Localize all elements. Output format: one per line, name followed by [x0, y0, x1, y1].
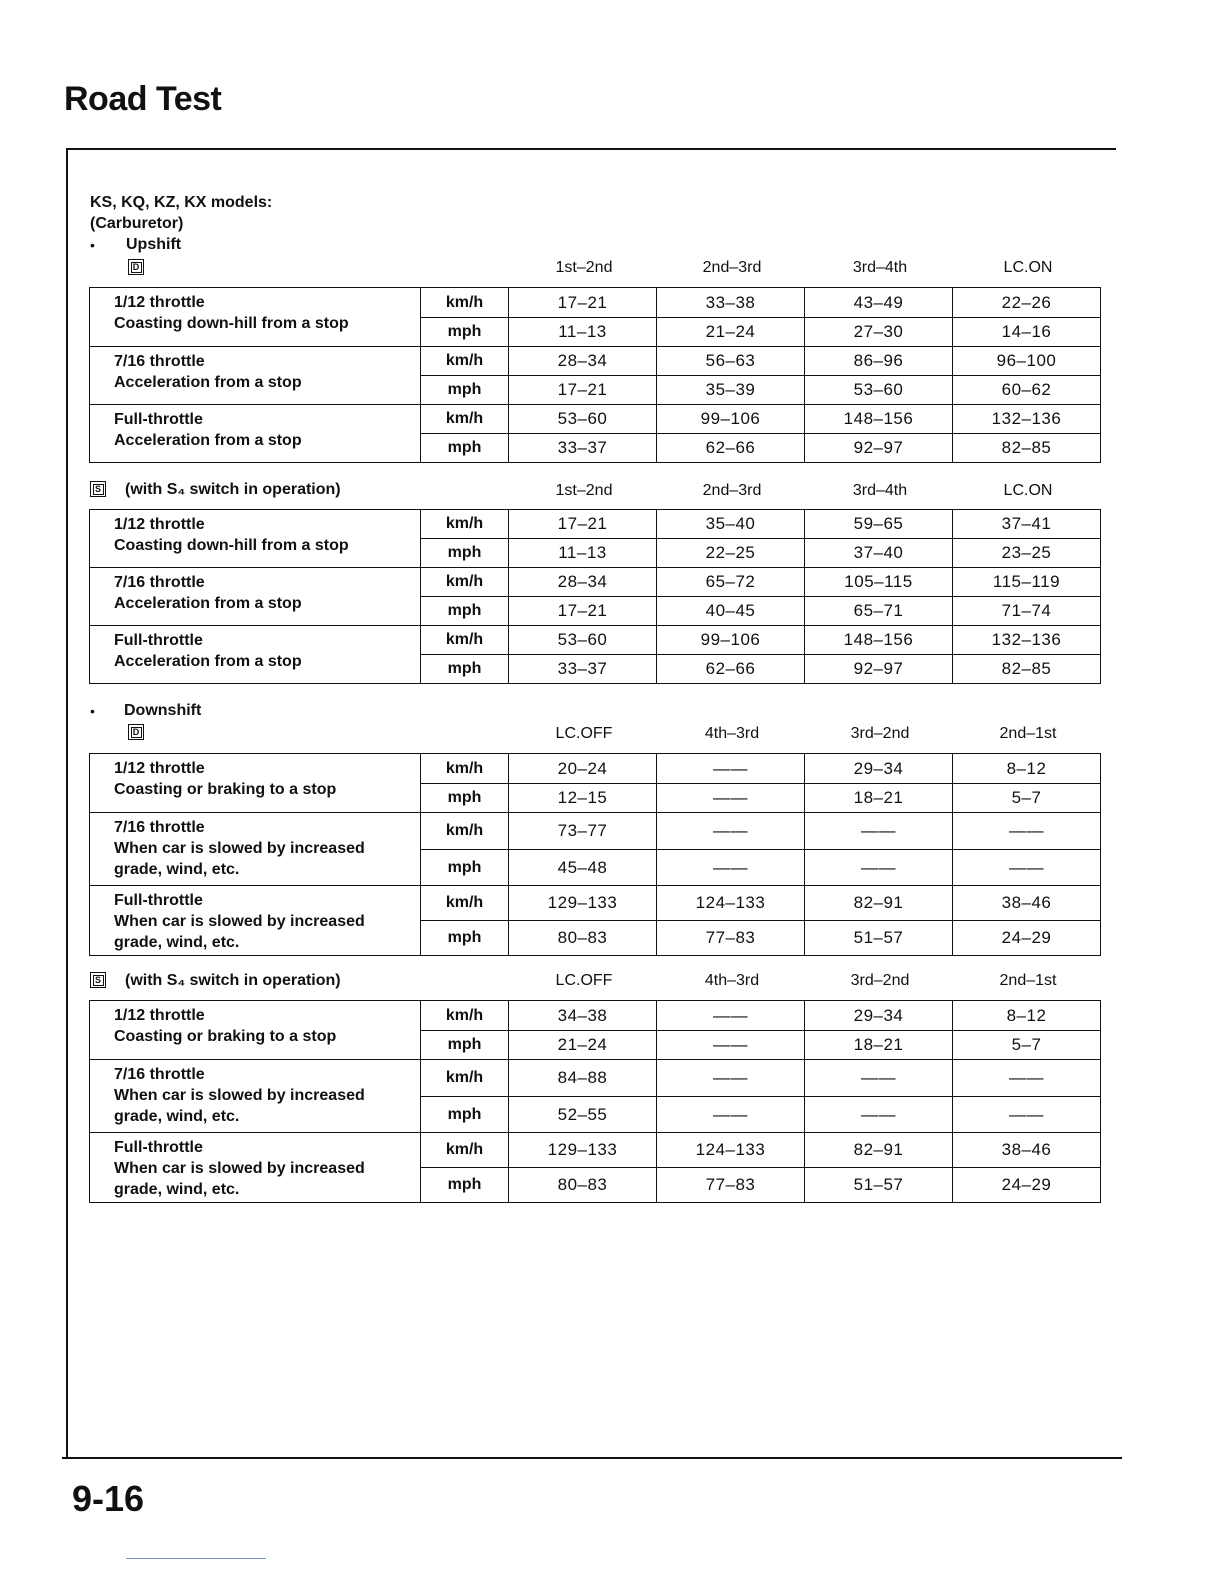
speed-value-cell: 148–156 — [805, 626, 953, 655]
speed-value-cell: 38–46 — [953, 1133, 1101, 1168]
condition-cell — [90, 347, 421, 405]
upshift-s-mode-letter: S — [93, 484, 104, 495]
condition-text: When car is slowed by increased — [114, 1087, 365, 1104]
upshift-s-mode-box — [90, 481, 106, 497]
speed-value-cell: 40–45 — [657, 597, 805, 626]
speed-value-cell: —— — [657, 1001, 805, 1031]
speed-value-cell: 8–12 — [953, 1001, 1101, 1031]
speed-value-cell: 22–26 — [953, 288, 1101, 318]
unit-cell: km/h — [421, 886, 509, 921]
footer-rule — [126, 1558, 266, 1559]
downshift-s-column-header: 2nd–1st — [999, 972, 1057, 989]
speed-value-cell: 84–88 — [509, 1060, 657, 1097]
speed-value-cell: 52–55 — [509, 1097, 657, 1133]
condition-text: 1/12 throttle — [114, 760, 205, 777]
speed-value-cell: 129–133 — [509, 886, 657, 921]
table-row — [90, 1133, 1101, 1168]
speed-value-cell: 35–39 — [657, 376, 805, 405]
speed-value-cell: 12–15 — [509, 784, 657, 813]
speed-value-cell: 96–100 — [953, 347, 1101, 376]
condition-text: 1/12 throttle — [114, 294, 205, 311]
speed-value-cell: 80–83 — [509, 1168, 657, 1203]
speed-value-cell: 24–29 — [953, 1168, 1101, 1203]
unit-cell: km/h — [421, 347, 509, 376]
unit-cell: km/h — [421, 754, 509, 784]
condition-cell — [90, 754, 421, 813]
page-number: 9-16 — [72, 1478, 145, 1519]
speed-value-cell: 62–66 — [657, 655, 805, 684]
condition-text: When car is slowed by increased — [114, 913, 365, 930]
speed-value-cell: 29–34 — [805, 754, 953, 784]
speed-value-cell: 65–71 — [805, 597, 953, 626]
upshift-s-table — [89, 509, 1101, 684]
unit-cell: mph — [421, 318, 509, 347]
table-row — [90, 1001, 1101, 1031]
unit-cell: mph — [421, 539, 509, 568]
condition-cell — [90, 1133, 421, 1203]
downshift-d-column-header: 2nd–1st — [999, 725, 1057, 742]
speed-value-cell: 115–119 — [953, 568, 1101, 597]
unit-cell: km/h — [421, 510, 509, 539]
condition-text: Acceleration from a stop — [114, 432, 302, 449]
speed-value-cell: 28–34 — [509, 568, 657, 597]
downshift-s-mode-label: (with S₄ switch in operation) — [125, 972, 341, 989]
unit-cell: mph — [421, 597, 509, 626]
table-row — [90, 510, 1101, 539]
upshift-d-column-header: 3rd–4th — [852, 259, 908, 276]
speed-value-cell: 62–66 — [657, 434, 805, 463]
condition-text: 7/16 throttle — [114, 1066, 205, 1083]
speed-value-cell: 22–25 — [657, 539, 805, 568]
condition-cell — [90, 288, 421, 347]
condition-text: 7/16 throttle — [114, 819, 205, 836]
condition-text: Full-throttle — [114, 632, 203, 649]
speed-value-cell: 18–21 — [805, 784, 953, 813]
condition-cell — [90, 626, 421, 684]
condition-text: 1/12 throttle — [114, 1007, 205, 1024]
speed-value-cell: 148–156 — [805, 405, 953, 434]
speed-value-cell: 28–34 — [509, 347, 657, 376]
condition-cell — [90, 405, 421, 463]
speed-value-cell: 37–41 — [953, 510, 1101, 539]
condition-text: Acceleration from a stop — [114, 374, 302, 391]
speed-value-cell: 34–38 — [509, 1001, 657, 1031]
upshift-heading: Upshift — [126, 236, 182, 253]
speed-value-cell: 53–60 — [509, 405, 657, 434]
condition-text: Acceleration from a stop — [114, 595, 302, 612]
upshift-s-column-header: LC.ON — [1003, 482, 1053, 499]
condition-text: Coasting or braking to a stop — [114, 1028, 337, 1045]
speed-value-cell: 53–60 — [805, 376, 953, 405]
speed-value-cell: 132–136 — [953, 626, 1101, 655]
speed-value-cell: —— — [805, 813, 953, 850]
unit-cell: mph — [421, 655, 509, 684]
speed-value-cell: 129–133 — [509, 1133, 657, 1168]
speed-value-cell: —— — [657, 850, 805, 886]
condition-text: When car is slowed by increased — [114, 840, 365, 857]
downshift-d-column-header: 4th–3rd — [704, 725, 760, 742]
speed-value-cell: 14–16 — [953, 318, 1101, 347]
speed-value-cell: 77–83 — [657, 1168, 805, 1203]
speed-value-cell: 43–49 — [805, 288, 953, 318]
fuel-type-heading: (Carburetor) — [90, 215, 184, 232]
condition-cell — [90, 568, 421, 626]
speed-value-cell: —— — [953, 813, 1101, 850]
speed-value-cell: 82–85 — [953, 655, 1101, 684]
unit-cell: km/h — [421, 288, 509, 318]
speed-value-cell: 21–24 — [657, 318, 805, 347]
condition-text: Full-throttle — [114, 411, 203, 428]
speed-value-cell: 21–24 — [509, 1031, 657, 1060]
speed-value-cell: 20–24 — [509, 754, 657, 784]
condition-cell — [90, 1001, 421, 1060]
downshift-heading: Downshift — [124, 702, 202, 719]
models-heading: KS, KQ, KZ, KX models: — [90, 194, 273, 211]
downshift-s-column-header: 4th–3rd — [704, 972, 760, 989]
speed-value-cell: 82–91 — [805, 886, 953, 921]
speed-value-cell: 65–72 — [657, 568, 805, 597]
upshift-d-mode-box — [128, 259, 144, 275]
unit-cell: mph — [421, 784, 509, 813]
table-row — [90, 405, 1101, 434]
unit-cell: km/h — [421, 568, 509, 597]
condition-text: 7/16 throttle — [114, 353, 205, 370]
speed-value-cell: —— — [805, 1060, 953, 1097]
speed-value-cell: 5–7 — [953, 784, 1101, 813]
condition-text: Coasting down-hill from a stop — [114, 537, 349, 554]
speed-value-cell: 27–30 — [805, 318, 953, 347]
frame-top-rule — [66, 148, 1116, 150]
unit-cell: km/h — [421, 626, 509, 655]
speed-value-cell: 51–57 — [805, 1168, 953, 1203]
unit-cell: mph — [421, 434, 509, 463]
unit-cell: mph — [421, 850, 509, 886]
speed-value-cell: 56–63 — [657, 347, 805, 376]
upshift-d-column-header: 1st–2nd — [555, 259, 613, 276]
frame-left-rule — [66, 148, 68, 1458]
page-title: Road Test — [64, 80, 222, 118]
unit-cell: km/h — [421, 1060, 509, 1097]
speed-value-cell: 82–85 — [953, 434, 1101, 463]
speed-value-cell: —— — [953, 1060, 1101, 1097]
speed-value-cell: 17–21 — [509, 510, 657, 539]
table-row — [90, 347, 1101, 376]
speed-value-cell: 82–91 — [805, 1133, 953, 1168]
upshift-s-column-header: 3rd–4th — [852, 482, 908, 499]
speed-value-cell: —— — [657, 1060, 805, 1097]
condition-text: grade, wind, etc. — [114, 934, 240, 951]
speed-value-cell: 23–25 — [953, 539, 1101, 568]
condition-text: Coasting or braking to a stop — [114, 781, 337, 798]
speed-value-cell: —— — [953, 850, 1101, 886]
condition-text: Full-throttle — [114, 1139, 203, 1156]
speed-value-cell: 11–13 — [509, 539, 657, 568]
speed-value-cell: 124–133 — [657, 886, 805, 921]
downshift-d-mode-letter: D — [131, 727, 142, 738]
upshift-s-column-header: 2nd–3rd — [702, 482, 762, 499]
speed-value-cell: 132–136 — [953, 405, 1101, 434]
unit-cell: km/h — [421, 813, 509, 850]
speed-value-cell: 60–62 — [953, 376, 1101, 405]
speed-value-cell: 45–48 — [509, 850, 657, 886]
unit-cell: mph — [421, 921, 509, 956]
upshift-d-table — [89, 287, 1101, 463]
downshift-s-table — [89, 1000, 1101, 1203]
speed-value-cell: 124–133 — [657, 1133, 805, 1168]
speed-value-cell: 17–21 — [509, 597, 657, 626]
speed-value-cell: 59–65 — [805, 510, 953, 539]
table-row — [90, 1060, 1101, 1097]
speed-value-cell: 77–83 — [657, 921, 805, 956]
upshift-s-mode-label: (with S₄ switch in operation) — [125, 481, 341, 498]
condition-text: 7/16 throttle — [114, 574, 205, 591]
downshift-d-mode-box — [128, 724, 144, 740]
speed-value-cell: 37–40 — [805, 539, 953, 568]
speed-value-cell: —— — [657, 784, 805, 813]
table-row — [90, 813, 1101, 850]
bullet-icon: • — [90, 237, 95, 253]
downshift-s-mode-letter: S — [93, 975, 104, 986]
speed-value-cell: —— — [805, 850, 953, 886]
speed-value-cell: 92–97 — [805, 655, 953, 684]
table-row — [90, 754, 1101, 784]
speed-value-cell: 33–38 — [657, 288, 805, 318]
table-row — [90, 886, 1101, 921]
condition-text: Acceleration from a stop — [114, 653, 302, 670]
downshift-d-column-header: 3rd–2nd — [850, 725, 910, 742]
bullet-icon: • — [90, 703, 95, 719]
condition-text: Full-throttle — [114, 892, 203, 909]
speed-value-cell: 38–46 — [953, 886, 1101, 921]
speed-value-cell: 53–60 — [509, 626, 657, 655]
unit-cell: mph — [421, 376, 509, 405]
frame-bottom-rule — [62, 1457, 1122, 1459]
speed-value-cell: 51–57 — [805, 921, 953, 956]
unit-cell: km/h — [421, 405, 509, 434]
condition-text: Coasting down-hill from a stop — [114, 315, 349, 332]
unit-cell: km/h — [421, 1133, 509, 1168]
speed-value-cell: 5–7 — [953, 1031, 1101, 1060]
upshift-d-column-header: LC.ON — [1003, 259, 1053, 276]
condition-text: 1/12 throttle — [114, 516, 205, 533]
condition-cell — [90, 1060, 421, 1133]
downshift-d-column-header: LC.OFF — [555, 725, 613, 742]
speed-value-cell: 92–97 — [805, 434, 953, 463]
table-row — [90, 626, 1101, 655]
speed-value-cell: 8–12 — [953, 754, 1101, 784]
condition-cell — [90, 510, 421, 568]
speed-value-cell: —— — [657, 813, 805, 850]
downshift-s-column-header: LC.OFF — [555, 972, 613, 989]
unit-cell: mph — [421, 1097, 509, 1133]
speed-value-cell: 33–37 — [509, 655, 657, 684]
speed-value-cell: 86–96 — [805, 347, 953, 376]
speed-value-cell: 11–13 — [509, 318, 657, 347]
speed-value-cell: 35–40 — [657, 510, 805, 539]
speed-value-cell: 80–83 — [509, 921, 657, 956]
speed-value-cell: 29–34 — [805, 1001, 953, 1031]
condition-text: grade, wind, etc. — [114, 861, 240, 878]
downshift-s-column-header: 3rd–2nd — [850, 972, 910, 989]
speed-value-cell: —— — [657, 754, 805, 784]
speed-value-cell: 73–77 — [509, 813, 657, 850]
speed-value-cell: —— — [953, 1097, 1101, 1133]
condition-text: grade, wind, etc. — [114, 1181, 240, 1198]
unit-cell: mph — [421, 1031, 509, 1060]
speed-value-cell: 18–21 — [805, 1031, 953, 1060]
condition-text: grade, wind, etc. — [114, 1108, 240, 1125]
speed-value-cell: —— — [657, 1031, 805, 1060]
speed-value-cell: 24–29 — [953, 921, 1101, 956]
speed-value-cell: 17–21 — [509, 376, 657, 405]
downshift-s-mode-box — [90, 972, 106, 988]
condition-cell — [90, 813, 421, 886]
downshift-d-table — [89, 753, 1101, 956]
speed-value-cell: —— — [657, 1097, 805, 1133]
upshift-s-column-header: 1st–2nd — [555, 482, 613, 499]
condition-cell — [90, 886, 421, 956]
condition-text: When car is slowed by increased — [114, 1160, 365, 1177]
speed-value-cell: —— — [805, 1097, 953, 1133]
table-row — [90, 568, 1101, 597]
speed-value-cell: 105–115 — [805, 568, 953, 597]
unit-cell: mph — [421, 1168, 509, 1203]
speed-value-cell: 33–37 — [509, 434, 657, 463]
speed-value-cell: 17–21 — [509, 288, 657, 318]
speed-value-cell: 71–74 — [953, 597, 1101, 626]
upshift-d-mode-letter: D — [131, 262, 142, 273]
upshift-d-column-header: 2nd–3rd — [702, 259, 762, 276]
unit-cell: km/h — [421, 1001, 509, 1031]
speed-value-cell: 99–106 — [657, 626, 805, 655]
table-row — [90, 288, 1101, 318]
speed-value-cell: 99–106 — [657, 405, 805, 434]
